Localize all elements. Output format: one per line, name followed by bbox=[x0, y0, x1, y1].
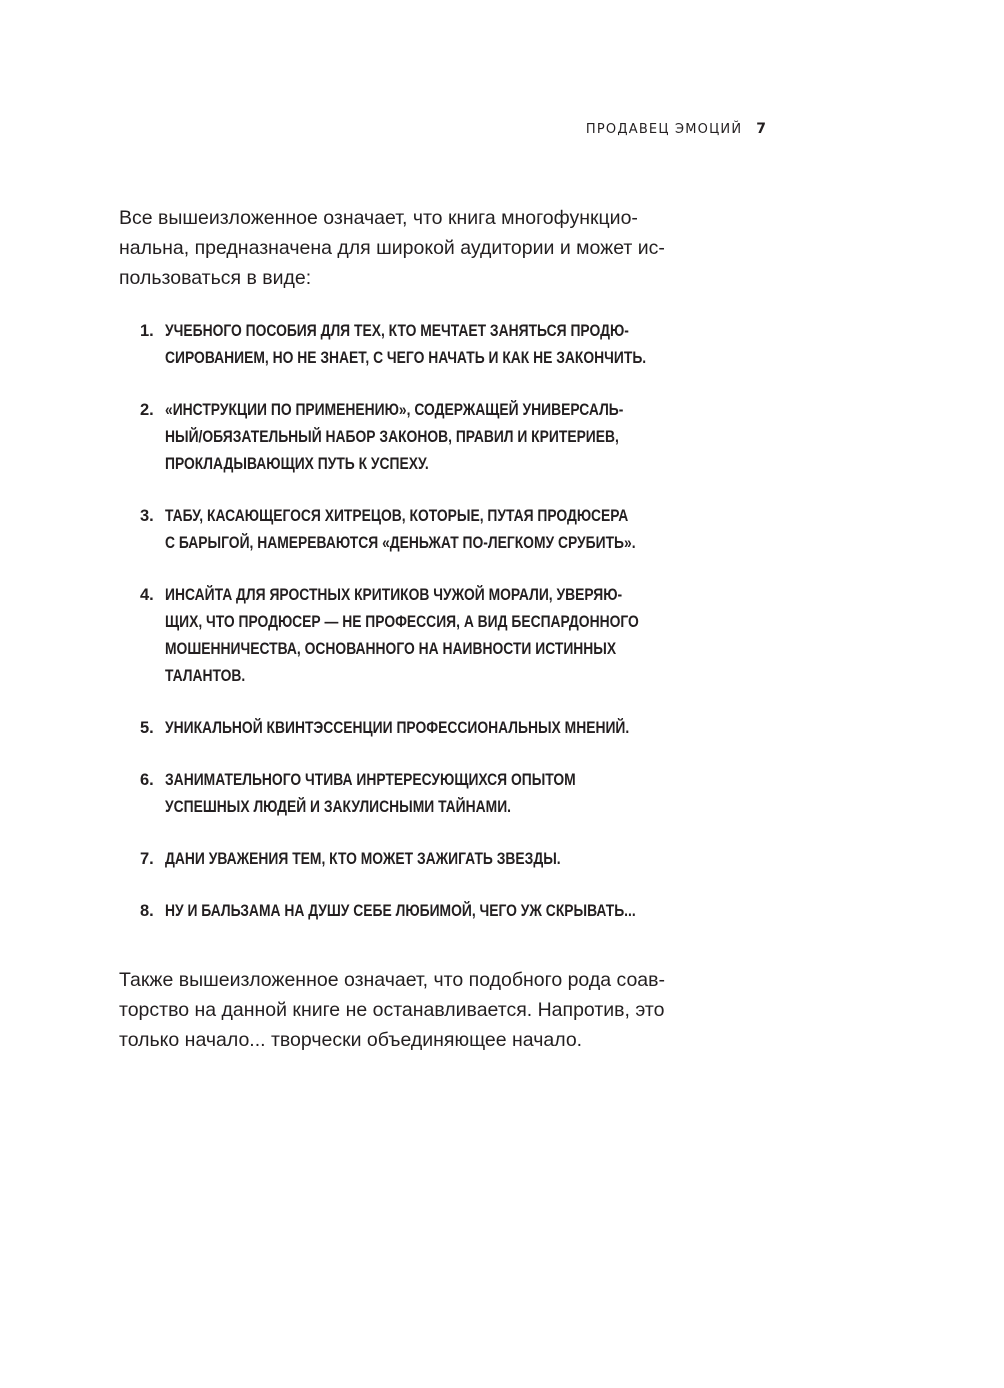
intro-line: Все вышеизложенное означает, что книга многофункцио- bbox=[119, 207, 638, 229]
list-item-line: ИНСАЙТА ДЛЯ ЯРОСТНЫХ КРИТИКОВ ЧУЖОЙ МОРАЛИ, УВЕРЯЮ- bbox=[165, 586, 623, 604]
list-item-number: 6. bbox=[140, 771, 154, 789]
list-item-5 bbox=[140, 715, 760, 742]
list-item-line: МОШЕННИЧЕСТВА, ОСНОВАННОГО НА НАИВНОСТИ ИСТИННЫХ bbox=[165, 640, 617, 658]
intro-line: пользоваться в виде: bbox=[119, 267, 312, 289]
list-item-line: УНИКАЛЬНОЙ КВИНТЭССЕНЦИИ ПРОФЕССИОНАЛЬНЫХ МНЕНИЙ. bbox=[165, 719, 630, 737]
page-number: 7 bbox=[756, 121, 766, 137]
list-item-number: 1. bbox=[140, 322, 154, 340]
list-item-number: 8. bbox=[140, 902, 154, 920]
list-item-number: 2. bbox=[140, 401, 154, 419]
list-item-line: УЧЕБНОГО ПОСОБИЯ ДЛЯ ТЕХ, КТО МЕЧТАЕТ ЗАНЯТЬСЯ ПРОДЮ- bbox=[165, 322, 629, 340]
list-item-line: С БАРЫГОЙ, НАМЕРЕВАЮТСЯ «ДЕНЬЖАТ ПО-ЛЕГКОМУ СРУБИТЬ». bbox=[165, 534, 636, 552]
list-item-number: 3. bbox=[140, 507, 154, 525]
list-item-line: ТАБУ, КАСАЮЩЕГОСЯ ХИТРЕЦОВ, КОТОРЫЕ, ПУТАЯ ПРОДЮСЕРА bbox=[165, 507, 629, 525]
running-head bbox=[586, 121, 766, 137]
closing-line: торство на данной книге не останавливается. Напротив, это bbox=[119, 999, 665, 1021]
closing-line: Также вышеизложенное означает, что подобного рода соав- bbox=[119, 969, 665, 991]
list-item-number: 4. bbox=[140, 586, 154, 604]
list-item-3 bbox=[140, 503, 760, 557]
list-item-1 bbox=[140, 318, 760, 372]
list-item-line: НУ И БАЛЬЗАМА НА ДУШУ СЕБЕ ЛЮБИМОЙ, ЧЕГО УЖ СКРЫВАТЬ... bbox=[165, 902, 636, 920]
list-item-line: ДАНИ УВАЖЕНИЯ ТЕМ, КТО МОЖЕТ ЗАЖИГАТЬ ЗВЕЗДЫ. bbox=[165, 850, 561, 868]
list-item-line: ЩИХ, ЧТО ПРОДЮСЕР — НЕ ПРОФЕССИЯ, А ВИД БЕСПАРДОННОГО bbox=[165, 613, 639, 631]
list-item-line: ЗАНИМАТЕЛЬНОГО ЧТИВА ИНРТЕРЕСУЮЩИХСЯ ОПЫТОМ bbox=[165, 771, 576, 789]
list-item-number: 7. bbox=[140, 850, 154, 868]
list-item-6 bbox=[140, 767, 760, 821]
list-item-number: 5. bbox=[140, 719, 154, 737]
closing-paragraph bbox=[119, 965, 759, 1055]
running-head-title: ПРОДАВЕЦ ЭМОЦИЙ bbox=[585, 122, 743, 137]
list-item-line: «ИНСТРУКЦИИ ПО ПРИМЕНЕНИЮ», СОДЕРЖАЩЕЙ УНИВЕРСАЛЬ- bbox=[165, 401, 624, 419]
list-item-line: СИРОВАНИЕМ, НО НЕ ЗНАЕТ, С ЧЕГО НАЧАТЬ И КАК НЕ ЗАКОНЧИТЬ. bbox=[165, 349, 647, 367]
list-item-2 bbox=[140, 397, 760, 478]
intro-line: нальна, предназначена для широкой аудитории и может ис- bbox=[119, 237, 665, 259]
uses-list bbox=[140, 318, 760, 950]
list-item-line: ПРОКЛАДЫВАЮЩИХ ПУТЬ К УСПЕХУ. bbox=[165, 455, 429, 473]
list-item-line: НЫЙ/ОБЯЗАТЕЛЬНЫЙ НАБОР ЗАКОНОВ, ПРАВИЛ И КРИТЕРИЕВ, bbox=[165, 428, 619, 446]
list-item-7 bbox=[140, 846, 760, 873]
list-item-4 bbox=[140, 582, 760, 690]
list-item-8 bbox=[140, 898, 760, 925]
list-item-line: УСПЕШНЫХ ЛЮДЕЙ И ЗАКУЛИСНЫМИ ТАЙНАМИ. bbox=[165, 798, 512, 816]
closing-line: только начало... творчески объединяющее начало. bbox=[119, 1029, 583, 1051]
list-item-line: ТАЛАНТОВ. bbox=[165, 667, 246, 685]
intro-paragraph bbox=[119, 203, 759, 293]
